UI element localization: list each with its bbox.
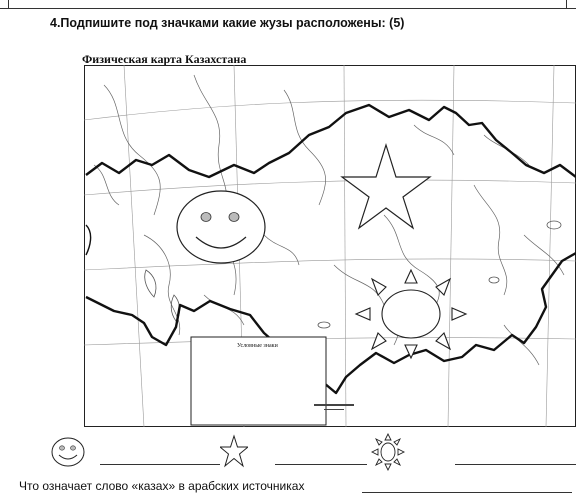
answer-line-3[interactable] — [455, 464, 576, 465]
question-text: Что означает слово «казах» в арабских источниках — [19, 479, 305, 493]
map-star-symbol — [342, 145, 430, 228]
answer-row — [0, 430, 576, 478]
map-title: Физическая карта Казахстана — [82, 52, 247, 66]
top-table-border — [0, 0, 576, 9]
map-graticule — [84, 65, 576, 427]
map-frame — [85, 66, 576, 427]
question-answer-line[interactable] — [362, 492, 572, 493]
answer-line-2[interactable] — [275, 464, 367, 465]
map-smiley-symbol — [177, 191, 265, 263]
legend-title: Условные знаки — [237, 343, 278, 349]
answer-line-1[interactable] — [100, 464, 220, 465]
star-icon — [220, 434, 248, 468]
map-rivers — [94, 75, 564, 365]
legend-box — [191, 337, 326, 425]
smiley-face-icon — [50, 436, 86, 468]
caspian-coast — [86, 225, 91, 255]
kazakhstan-border — [86, 105, 576, 393]
task-heading: 4.Подпишите под значками какие жузы расположены: (5) — [50, 16, 405, 30]
sun-icon — [370, 432, 406, 472]
table-divider — [566, 0, 567, 8]
kazakhstan-map — [84, 65, 576, 427]
table-divider — [8, 0, 9, 8]
